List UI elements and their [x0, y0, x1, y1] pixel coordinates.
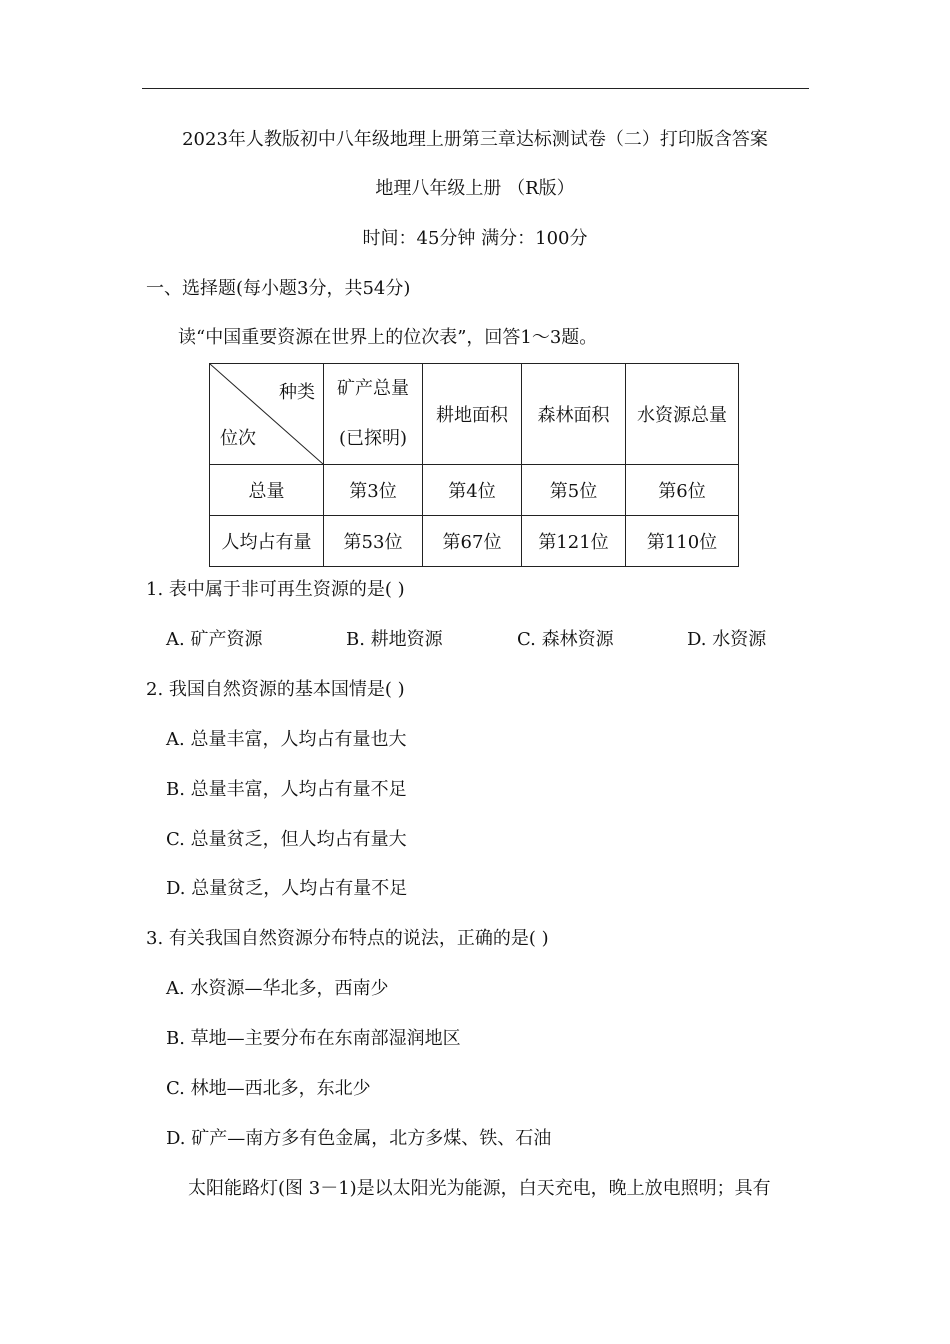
table-row	[210, 516, 739, 567]
question-2-stem: 2. 我国自然资源的基本国情是( )	[146, 679, 405, 700]
table-cell: 第121位	[522, 516, 626, 567]
section-heading: 一、选择题(每小题3分，共54分)	[146, 278, 411, 299]
document-subtitle: 地理八年级上册 （R版）	[375, 178, 575, 199]
table-cell: 第3位	[324, 465, 423, 516]
question-3-option-c[interactable]: C. 林地—西北多，东北少	[166, 1078, 371, 1099]
row-label: 人均占有量	[210, 516, 324, 567]
document-title: 2023年人教版初中八年级地理上册第三章达标测试卷（二）打印版含答案	[182, 129, 768, 150]
header-rule	[142, 88, 809, 89]
question-3-stem: 3. 有关我国自然资源分布特点的说法，正确的是( )	[146, 928, 549, 949]
question-2-option-a[interactable]: A. 总量丰富，人均占有量也大	[166, 729, 407, 750]
question-3-option-b[interactable]: B. 草地—主要分布在东南部湿润地区	[166, 1028, 461, 1049]
table-cell: 第4位	[423, 465, 522, 516]
header-mineral-line2: (已探明)	[338, 428, 408, 449]
table-cell: 第6位	[626, 465, 739, 516]
question-3-option-a[interactable]: A. 水资源—华北多，西南少	[166, 978, 389, 999]
question-2-option-b[interactable]: B. 总量丰富，人均占有量不足	[166, 779, 407, 800]
header-mineral-line1: 矿产总量	[337, 378, 409, 399]
corner-label-type: 种类	[279, 382, 315, 403]
question-1-option-c[interactable]: C. 森林资源	[517, 629, 614, 650]
resource-rank-table	[209, 363, 739, 567]
corner-label-rank: 位次	[220, 428, 256, 449]
row-label: 总量	[210, 465, 324, 516]
question-3-option-d[interactable]: D. 矿产—南方多有色金属，北方多煤、铁、石油	[166, 1128, 552, 1149]
table-cell: 第110位	[626, 516, 739, 567]
question-2-option-c[interactable]: C. 总量贫乏，但人均占有量大	[166, 829, 407, 850]
table-row	[210, 465, 739, 516]
question-1-option-d[interactable]: D. 水资源	[687, 629, 767, 650]
reading-passage: 太阳能路灯(图 3－1)是以太阳光为能源，白天充电，晚上放电照明；具有	[188, 1178, 771, 1199]
time-score-info: 时间：45分钟 满分：100分	[362, 228, 588, 249]
question-1-option-b[interactable]: B. 耕地资源	[346, 629, 443, 650]
table-cell: 第53位	[324, 516, 423, 567]
table-header-forest: 森林面积	[522, 364, 626, 465]
table-header-mineral	[324, 364, 423, 465]
table-intro: 读“中国重要资源在世界上的位次表”，回答1～3题。	[178, 327, 598, 348]
question-1-option-a[interactable]: A. 矿产资源	[166, 629, 263, 650]
table-cell: 第5位	[522, 465, 626, 516]
question-1-stem: 1. 表中属于非可再生资源的是( )	[146, 579, 405, 600]
table-corner-cell	[210, 364, 324, 465]
table-cell: 第67位	[423, 516, 522, 567]
question-2-option-d[interactable]: D. 总量贫乏，人均占有量不足	[166, 878, 408, 899]
table-header-water: 水资源总量	[626, 364, 739, 465]
table-header-farmland: 耕地面积	[423, 364, 522, 465]
